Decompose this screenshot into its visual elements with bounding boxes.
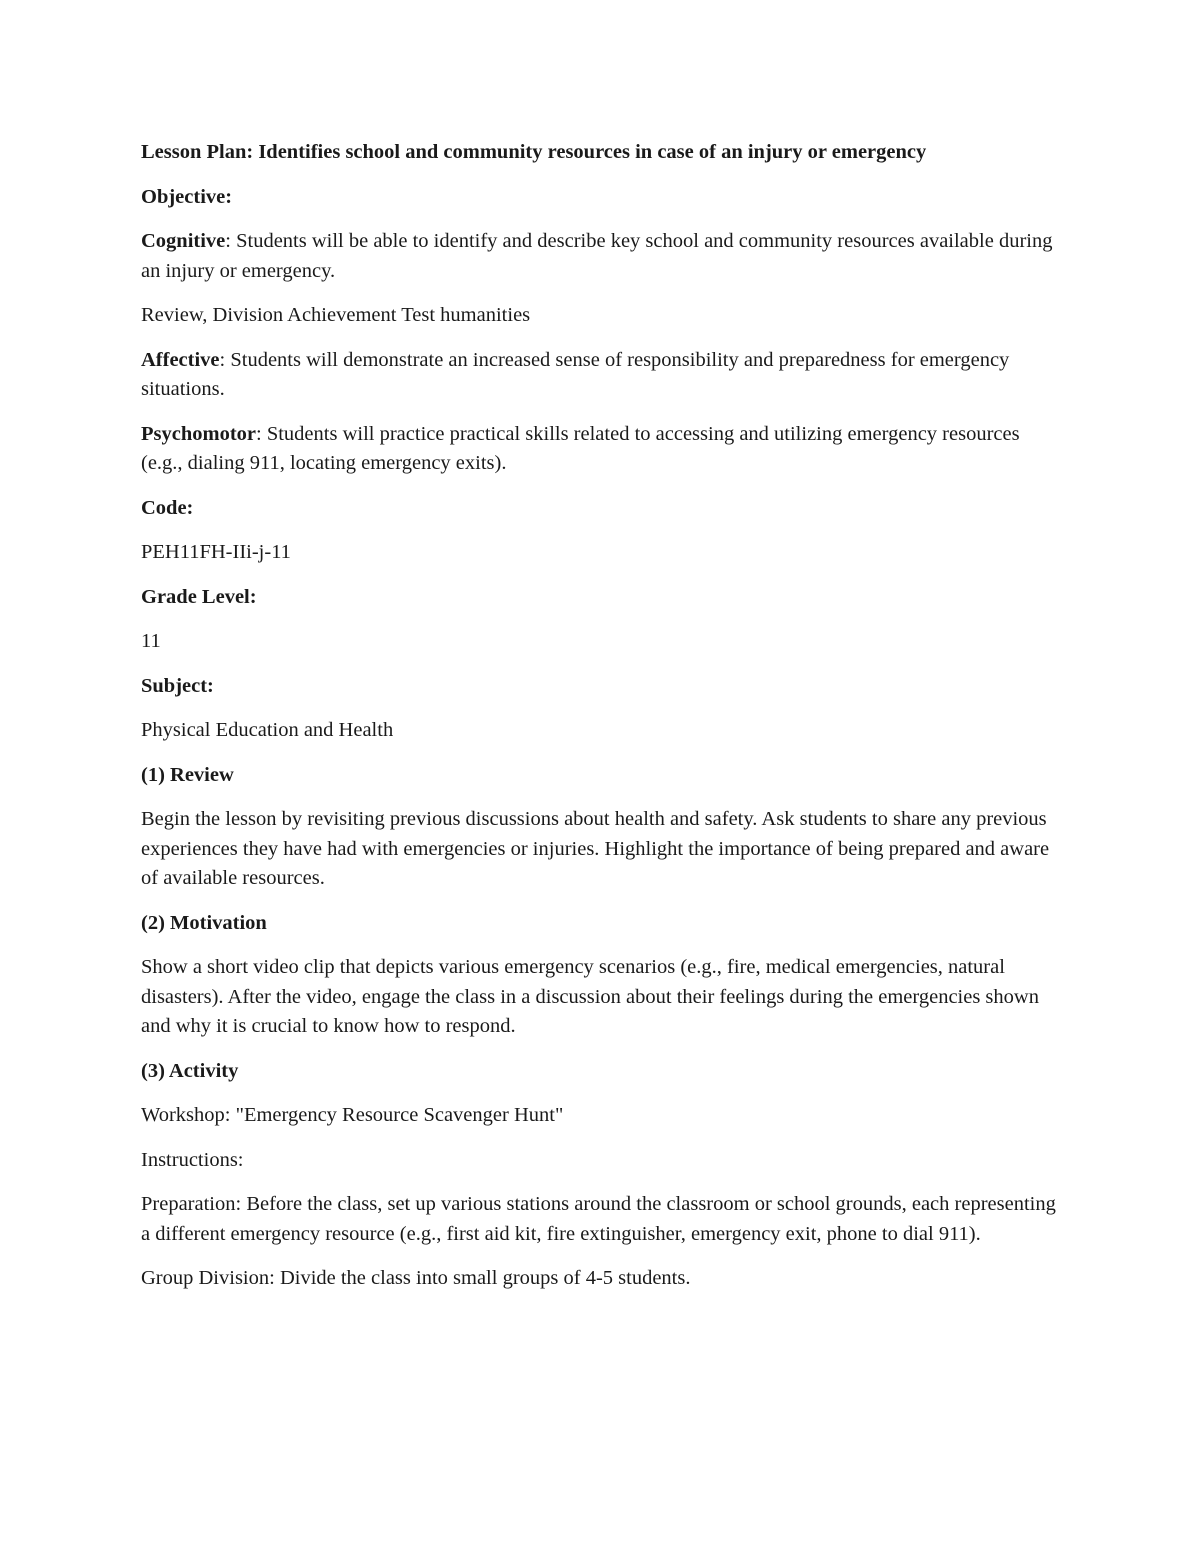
review-heading: (1) Review xyxy=(141,763,234,786)
grade-level-heading: Grade Level: xyxy=(141,585,257,608)
lesson-title: Lesson Plan: Identifies school and community resources in case of an injury or emergency xyxy=(141,141,927,163)
grade-level-value: 11 xyxy=(141,630,161,652)
review-text: Begin the lesson by revisiting previous discussions about health and safety. Ask students to share any previous experiences they have had with emergencies or injuries. Highlight the importance of being prepared and aware of available resources. xyxy=(141,808,1050,889)
review-note: Review, Division Achievement Test humanities xyxy=(141,304,531,326)
cognitive-label: Cognitive xyxy=(141,230,226,252)
psychomotor-text: : Students will practice practical skills related to accessing and utilizing emergency resources (e.g., dialing 911, locating emergency exits). xyxy=(141,422,1020,474)
code-value: PEH11FH-IIi-j-11 xyxy=(141,541,291,563)
motivation-text: Show a short video clip that depicts various emergency scenarios (e.g., fire, medical emergencies, natural disasters). After the video, engage the class in a discussion about their feelings during the emergencies shown and why it is crucial to know how to respond. xyxy=(141,956,1039,1037)
objective-heading: Objective: xyxy=(141,185,233,208)
group-division-text: Group Division: Divide the class into small groups of 4-5 students. xyxy=(141,1267,691,1289)
psychomotor-label: Psychomotor xyxy=(141,422,257,445)
cognitive-objective xyxy=(141,227,1066,286)
subject-heading: Subject: xyxy=(141,674,214,697)
workshop-line: Workshop: "Emergency Resource Scavenger Hunt" xyxy=(141,1104,564,1126)
code-heading: Code: xyxy=(141,496,194,519)
activity-heading: (3) Activity xyxy=(141,1059,239,1082)
preparation-text: Preparation: Before the class, set up various stations around the classroom or school grounds, each representing a different emergency resource (e.g., first aid kit, fire extinguisher, emergency exit, phone to dial 911). xyxy=(141,1193,1056,1245)
subject-value: Physical Education and Health xyxy=(141,719,394,741)
affective-label: Affective xyxy=(141,348,220,371)
psychomotor-objective xyxy=(141,420,1066,479)
affective-objective xyxy=(141,346,1066,405)
cognitive-text: : Students will be able to identify and describe key school and community resources available during an injury or emergency. xyxy=(141,230,1053,282)
instructions-line: Instructions: xyxy=(141,1148,244,1171)
document-body xyxy=(141,138,1066,1309)
motivation-heading: (2) Motivation xyxy=(141,911,267,934)
affective-text: : Students will demonstrate an increased sense of responsibility and preparedness for emergency situations. xyxy=(141,348,1010,400)
